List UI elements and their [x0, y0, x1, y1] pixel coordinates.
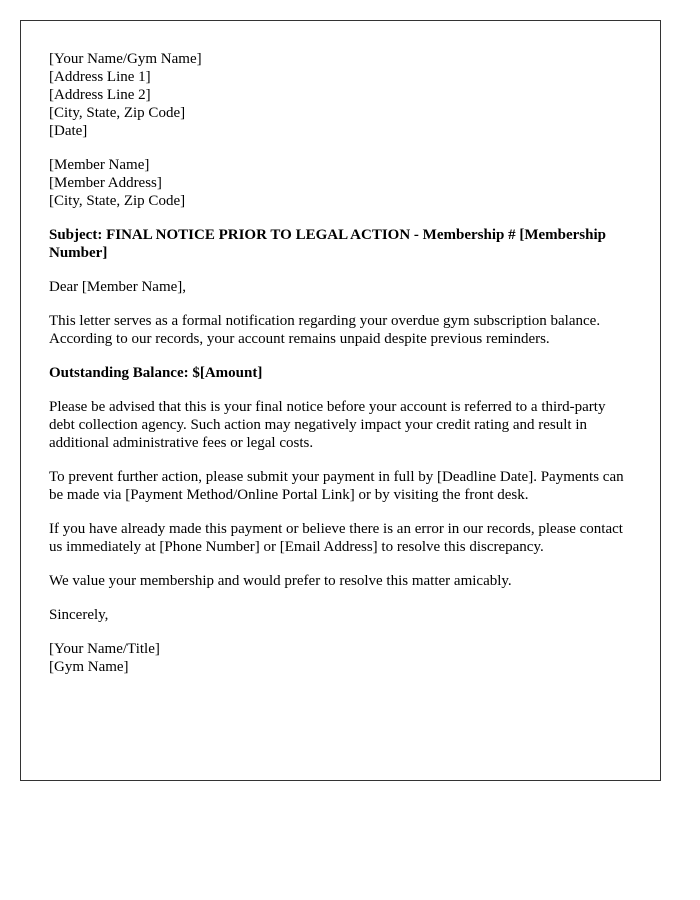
recipient-name: [Member Name]: [49, 157, 150, 173]
paragraph-contact: If you have already made this payment or believe there is an error in our records, please contact us immediately at [Phone Number] or [Email Address] to resolve this discrepancy.: [49, 521, 623, 555]
recipient-city-state-zip: [City, State, Zip Code]: [49, 193, 186, 209]
outstanding-balance: Outstanding Balance: $[Amount]: [49, 365, 263, 381]
paragraph-payment-instructions: To prevent further action, please submit your payment in full by [Deadline Date]. Payments can be made via [Payment Method/Online Portal Link] or by visiting the front desk.: [49, 469, 624, 503]
sender-address-line-1: [Address Line 1]: [49, 69, 151, 85]
paragraph-final-notice: Please be advised that this is your final notice before your account is referred to a third-party debt collection agency. Such action may negatively impact your credit rating and result in additional administrative fees or legal costs.: [49, 399, 606, 451]
letter-date: [Date]: [49, 123, 88, 139]
recipient-address: [Member Address]: [49, 175, 162, 191]
letter-document: [20, 20, 661, 781]
paragraph-value-membership: We value your membership and would prefer to resolve this matter amicably.: [49, 573, 512, 589]
subject-line: Subject: FINAL NOTICE PRIOR TO LEGAL ACTION - Membership # [Membership Number]: [49, 227, 606, 261]
sender-name: [Your Name/Gym Name]: [49, 51, 202, 67]
salutation: Dear [Member Name],: [49, 279, 187, 295]
closing: Sincerely,: [49, 607, 109, 623]
recipient-address-block: [49, 156, 632, 210]
signature-gym-name: [Gym Name]: [49, 659, 129, 675]
signature-block: [49, 640, 632, 676]
sender-address-line-2: [Address Line 2]: [49, 87, 151, 103]
sender-address-block: [49, 50, 632, 140]
paragraph-notification: This letter serves as a formal notification regarding your overdue gym subscription balance. According to our records, your account remains unpaid despite previous reminders.: [49, 313, 601, 347]
sender-city-state-zip: [City, State, Zip Code]: [49, 105, 186, 121]
signature-name-title: [Your Name/Title]: [49, 641, 160, 657]
